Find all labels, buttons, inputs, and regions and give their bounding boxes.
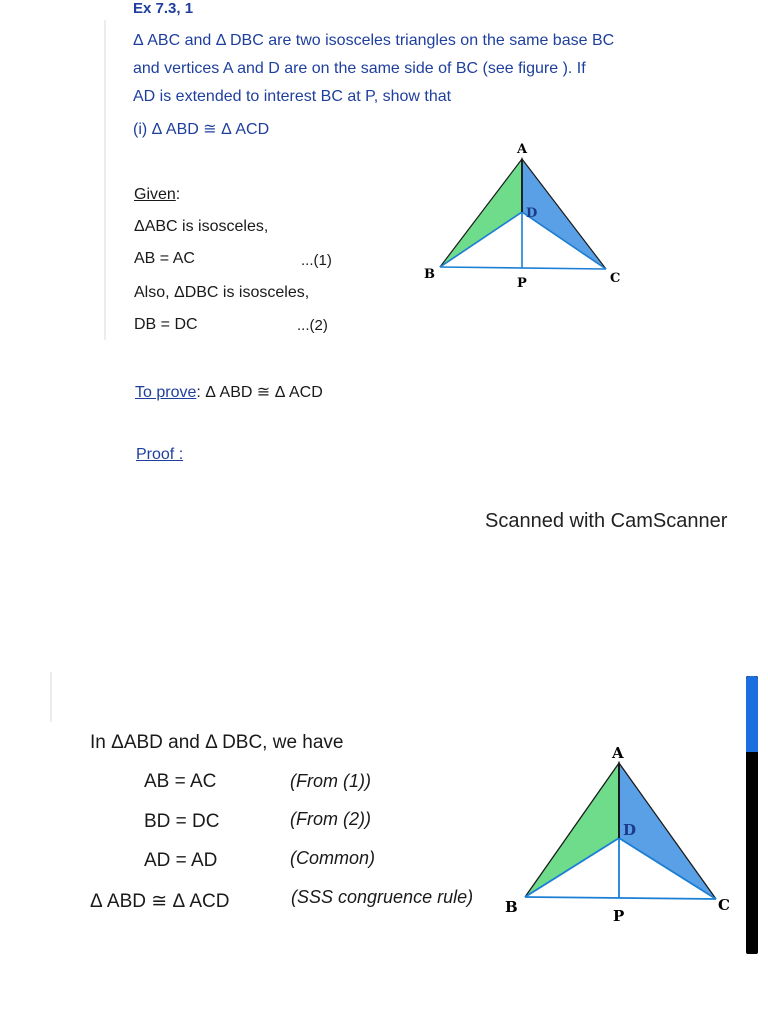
triangle-figure	[410, 136, 630, 296]
proof-conclusion: Δ ABD ≅ Δ ACD	[90, 891, 230, 912]
camscanner-watermark: Scanned with CamScanner	[485, 510, 728, 532]
proof-reason: (From (1))	[290, 771, 371, 791]
given-heading: Given:	[134, 186, 181, 203]
scrollbar-thumb[interactable]	[746, 676, 758, 752]
proof-reason: (SSS congruence rule)	[291, 887, 474, 907]
triangle-abd-region	[440, 159, 522, 267]
vertex-label-d: D	[526, 206, 538, 221]
given-line: DB = DC	[134, 316, 198, 333]
question-line: AD is extended to interest BC at P, show that	[133, 88, 452, 105]
question-part: (i) Δ ABD ≅ Δ ACD	[133, 121, 270, 138]
triangle-abd-region	[525, 763, 619, 897]
base-bc	[525, 897, 716, 899]
given-ref: ...(2)	[297, 317, 328, 334]
proof-reason: (Common)	[290, 848, 376, 868]
scan-edge-line	[50, 672, 52, 722]
vertex-label-a: A	[517, 142, 528, 157]
proof-intro: In ΔABD and Δ DBC, we have	[90, 732, 344, 753]
exercise-title: Ex 7.3, 1	[133, 0, 194, 17]
point-label-p: P	[517, 276, 527, 291]
proof-reason: (From (2))	[290, 809, 371, 829]
given-line: AB = AC	[134, 250, 195, 267]
to-prove: To prove: Δ ABD ≅ Δ ACD	[135, 384, 323, 401]
vertex-label-c: C	[610, 271, 621, 286]
triangle-figure	[495, 740, 740, 930]
question-line: and vertices A and D are on the same side of BC (see figure ). If	[133, 60, 586, 77]
proof-heading: Proof :	[136, 446, 184, 463]
question-line: Δ ABC and Δ DBC are two isosceles triangles on the same base BC	[133, 32, 615, 49]
proof-statement: AD = AD	[144, 850, 218, 871]
vertex-label-c: C	[718, 896, 730, 914]
scan-edge-line	[104, 20, 106, 340]
vertex-label-a: A	[612, 744, 624, 762]
given-line: Also, ΔDBC is isosceles,	[134, 284, 310, 301]
given-ref: ...(1)	[301, 252, 332, 269]
vertex-label-d: D	[623, 821, 637, 839]
vertex-label-b: B	[505, 898, 518, 916]
proof-statement: BD = DC	[144, 811, 220, 832]
base-bc	[440, 267, 606, 269]
proof-statement: AB = AC	[144, 771, 217, 792]
point-label-p: P	[613, 907, 625, 925]
given-line: ΔABC is isosceles,	[134, 218, 269, 235]
vertex-label-b: B	[424, 267, 435, 282]
